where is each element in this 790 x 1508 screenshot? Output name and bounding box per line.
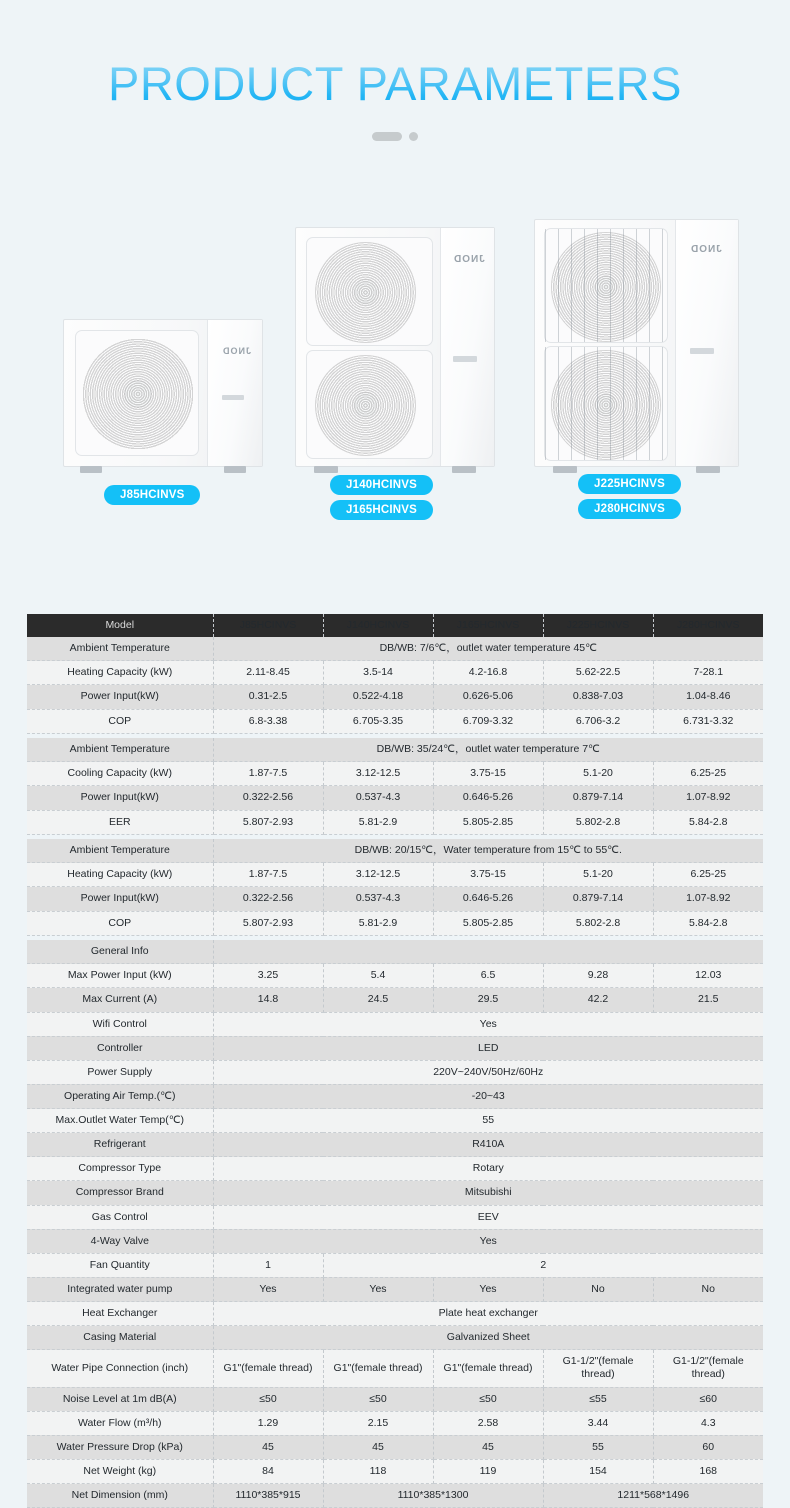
model-badge[interactable]: J280HCINVS [578,499,681,519]
row-value: 0.646-5.26 [433,887,543,911]
row-value: 5.805-2.85 [433,911,543,935]
table-row [27,1157,763,1181]
row-merged-value: Mitsubishi [213,1181,763,1205]
table-row [27,1036,763,1060]
row-label: Wifi Control [27,1012,213,1036]
row-label: Noise Level at 1m dB(A) [27,1387,213,1411]
row-value: 168 [653,1459,763,1483]
column-header: J85HCINVS [213,614,323,637]
row-value: 9.28 [543,964,653,988]
unit-body [534,219,739,467]
table-row [27,1084,763,1108]
row-value: 1.29 [213,1411,323,1435]
carousel-dot-active[interactable] [372,132,402,141]
row-value: 118 [323,1459,433,1483]
table-row [27,1277,763,1301]
model-badges [0,477,790,547]
row-label: Casing Material [27,1326,213,1350]
row-label: Water Pressure Drop (kPa) [27,1435,213,1459]
row-value: Yes [323,1277,433,1301]
row-value: 6.709-3.32 [433,709,543,733]
vent-slot [690,348,714,354]
section-banner-label: General Info [27,940,213,964]
model-badge[interactable]: J140HCINVS [330,475,433,495]
row-label: Max.Outlet Water Temp(℃) [27,1109,213,1133]
row-merged-value: 55 [213,1109,763,1133]
fan-hub [354,280,378,304]
row-span-value: 1110*385*1300 [323,1484,543,1508]
product-image-j140-j165[interactable] [295,227,495,467]
row-value: 5.802-2.8 [543,810,653,834]
badge-group-j85 [104,485,200,505]
product-image-j85[interactable] [63,319,263,467]
row-value: 3.25 [213,964,323,988]
row-value: 1.07-8.92 [653,887,763,911]
row-label: Compressor Brand [27,1181,213,1205]
table-row [27,911,763,935]
row-value: 5.84-2.8 [653,911,763,935]
row-label: Compressor Type [27,1157,213,1181]
unit-foot-left [80,466,102,473]
row-merged-value: -20~43 [213,1084,763,1108]
table-row [27,1326,763,1350]
row-value: 0.537-4.3 [323,786,433,810]
carousel-indicator [0,132,790,141]
row-label: Fan Quantity [27,1253,213,1277]
row-value: 6.731-3.32 [653,709,763,733]
row-merged-value: R410A [213,1133,763,1157]
grille-bars [545,229,667,342]
row-value: 4.2-16.8 [433,661,543,685]
row-label: Heat Exchanger [27,1302,213,1326]
row-label: Power Input(kW) [27,786,213,810]
row-label: Max Power Input (kW) [27,964,213,988]
row-value: 6.705-3.35 [323,709,433,733]
fan-hub [125,381,151,407]
fan-icon [315,355,416,456]
row-value: Yes [433,1277,543,1301]
unit-side-panel [207,320,262,466]
row-label: Power Input(kW) [27,887,213,911]
row-value: 3.75-15 [433,863,543,887]
row-label: Operating Air Temp.(℃) [27,1084,213,1108]
spec-table-wrapper [27,614,763,1508]
row-label: Power Input(kW) [27,685,213,709]
table-row [27,964,763,988]
row-value: 1.07-8.92 [653,786,763,810]
vent-slot [453,356,477,362]
row-value: ≤50 [323,1387,433,1411]
row-value: ≤55 [543,1387,653,1411]
row-merged-value: EEV [213,1205,763,1229]
row-value: 119 [433,1459,543,1483]
row-value: 6.706-3.2 [543,709,653,733]
row-value: 1.87-7.5 [213,863,323,887]
row-value: 2.11-8.45 [213,661,323,685]
row-merged-value: Yes [213,1012,763,1036]
table-row [27,1484,763,1508]
row-value: 45 [323,1435,433,1459]
table-row [27,1302,763,1326]
fan-grille-bottom [544,346,668,461]
unit-body [63,319,263,467]
row-value: 6.5 [433,964,543,988]
row-value: Yes [213,1277,323,1301]
row-value: 60 [653,1435,763,1459]
row-value: 6.25-25 [653,863,763,887]
row-value: 0.626-5.06 [433,685,543,709]
fan-grille-bottom [306,350,433,459]
row-value: 5.81-2.9 [323,810,433,834]
table-row [27,810,763,834]
row-value: 0.537-4.3 [323,887,433,911]
row-value: 5.81-2.9 [323,911,433,935]
row-value: 45 [213,1435,323,1459]
unit-foot-left [553,466,577,473]
row-span-value: 1211*568*1496 [543,1484,763,1508]
table-row [27,762,763,786]
row-value: 12.03 [653,964,763,988]
section-banner-row [27,738,763,762]
table-row [27,1205,763,1229]
unit-foot-right [696,466,720,473]
product-image-j225-j280[interactable] [534,219,739,467]
fan-grille [75,330,199,456]
vent-slot [222,395,244,400]
row-label: Refrigerant [27,1133,213,1157]
row-merged-value: LED [213,1036,763,1060]
fan-grille-top [544,228,668,343]
row-label: Gas Control [27,1205,213,1229]
row-value: ≤50 [213,1387,323,1411]
row-value: 0.646-5.26 [433,786,543,810]
table-row [27,1109,763,1133]
row-span-value: 1110*385*915 [213,1484,323,1508]
row-value: 84 [213,1459,323,1483]
row-value: ≤50 [433,1387,543,1411]
row-value: 6.8-3.38 [213,709,323,733]
table-row [27,1435,763,1459]
row-value: 21.5 [653,988,763,1012]
badge-group-j140 [330,475,433,520]
row-value: 0.31-2.5 [213,685,323,709]
table-row [27,1253,763,1277]
table-row [27,1012,763,1036]
row-value: G1-1/2"(female thread) [653,1350,763,1387]
table-row [27,1133,763,1157]
row-value: 0.322-2.56 [213,786,323,810]
row-value: 3.12-12.5 [323,762,433,786]
column-header: J280HCINVS [653,614,763,637]
column-header: J165HCINVS [433,614,543,637]
row-value: 6.25-25 [653,762,763,786]
row-value: 5.802-2.8 [543,911,653,935]
row-value: 7-28.1 [653,661,763,685]
row-value: 24.5 [323,988,433,1012]
section-banner-label: Ambient Temperature [27,738,213,762]
product-gallery [0,159,790,489]
row-label: EER [27,810,213,834]
column-header: Model [27,614,213,637]
page-title: PRODUCT PARAMETERS [108,57,682,110]
row-span-value: 2 [323,1253,763,1277]
unit-foot-left [314,466,338,473]
column-header: J225HCINVS [543,614,653,637]
section-banner-row [27,637,763,661]
model-badge[interactable]: J85HCINVS [104,485,200,505]
row-label: Cooling Capacity (kW) [27,762,213,786]
row-merged-value: 220V~240V/50Hz/60Hz [213,1060,763,1084]
row-value: 5.807-2.93 [213,810,323,834]
table-row [27,1350,763,1387]
page-header [0,0,790,141]
row-label: Water Pipe Connection (inch) [27,1350,213,1387]
row-label: COP [27,709,213,733]
badge-group-j225 [578,474,681,519]
row-value: 3.75-15 [433,762,543,786]
row-value: No [543,1277,653,1301]
row-value: 55 [543,1435,653,1459]
table-body [27,637,763,1508]
row-label: Max Current (A) [27,988,213,1012]
table-row [27,1459,763,1483]
row-merged-value: Plate heat exchanger [213,1302,763,1326]
row-value: 14.8 [213,988,323,1012]
table-row [27,988,763,1012]
table-row [27,1229,763,1253]
row-value: 1.04-8.46 [653,685,763,709]
row-label: Heating Capacity (kW) [27,863,213,887]
section-banner-row [27,940,763,964]
brand-logo: JNOD [453,253,485,265]
fan-grille-top [306,237,433,346]
row-label: 4-Way Valve [27,1229,213,1253]
table-row [27,1060,763,1084]
row-label: Water Flow (m³/h) [27,1411,213,1435]
row-merged-value: Galvanized Sheet [213,1326,763,1350]
row-value: 5.807-2.93 [213,911,323,935]
table-head [27,614,763,637]
row-value: 3.5-14 [323,661,433,685]
spec-table [27,614,763,1508]
section-banner-value: DB/WB: 35/24℃，outlet water temperature 7℃ [213,738,763,762]
unit-side-panel [675,220,738,466]
column-header: J140HCINVS [323,614,433,637]
table-row [27,887,763,911]
fan-icon [82,338,194,450]
row-label: Net Dimension (mm) [27,1484,213,1508]
row-value: 0.879-7.14 [543,887,653,911]
row-label: Controller [27,1036,213,1060]
row-value: 29.5 [433,988,543,1012]
section-banner-value [213,940,763,964]
row-value: 2.58 [433,1411,543,1435]
carousel-dot-inactive[interactable] [409,132,418,141]
unit-foot-right [224,466,246,473]
row-merged-value: Rotary [213,1157,763,1181]
row-value: 5.1-20 [543,863,653,887]
row-value: 0.838-7.03 [543,685,653,709]
brand-logo: JNOD [222,345,252,356]
row-value: ≤60 [653,1387,763,1411]
section-banner-value: DB/WB: 7/6℃，outlet water temperature 45℃ [213,637,763,661]
table-row [27,786,763,810]
row-value: 2.15 [323,1411,433,1435]
row-value: 0.322-2.56 [213,887,323,911]
table-row [27,661,763,685]
section-banner-row [27,839,763,863]
row-value: 3.12-12.5 [323,863,433,887]
brand-logo: JNOD [690,243,722,255]
row-value: 5.4 [323,964,433,988]
row-value: G1"(female thread) [323,1350,433,1387]
unit-foot-right [452,466,476,473]
table-row [27,685,763,709]
table-header-row [27,614,763,637]
unit-body [295,227,495,467]
row-span-value: 1 [213,1253,323,1277]
row-value: 0.522-4.18 [323,685,433,709]
table-row [27,863,763,887]
section-banner-value: DB/WB: 20/15℃，Water temperature from 15℃ to 55℃. [213,839,763,863]
row-value: 0.879-7.14 [543,786,653,810]
row-value: G1"(female thread) [213,1350,323,1387]
row-value: No [653,1277,763,1301]
fan-icon [315,242,416,343]
row-label: Heating Capacity (kW) [27,661,213,685]
row-label: Net Weight (kg) [27,1459,213,1483]
model-badge[interactable]: J225HCINVS [578,474,681,494]
unit-side-panel [440,228,494,466]
row-value: 5.62-22.5 [543,661,653,685]
table-row [27,1181,763,1205]
row-value: 45 [433,1435,543,1459]
table-row [27,709,763,733]
section-banner-label: Ambient Temperature [27,637,213,661]
row-label: Power Supply [27,1060,213,1084]
row-value: 5.1-20 [543,762,653,786]
row-value: 3.44 [543,1411,653,1435]
section-banner-label: Ambient Temperature [27,839,213,863]
row-value: 5.805-2.85 [433,810,543,834]
row-label: COP [27,911,213,935]
row-value: 154 [543,1459,653,1483]
fan-hub [354,393,378,417]
table-row [27,1387,763,1411]
row-value: 5.84-2.8 [653,810,763,834]
row-value: 4.3 [653,1411,763,1435]
row-value: G1-1/2"(female thread) [543,1350,653,1387]
grille-bars [545,347,667,460]
model-badge[interactable]: J165HCINVS [330,500,433,520]
row-merged-value: Yes [213,1229,763,1253]
table-row [27,1411,763,1435]
row-value: 42.2 [543,988,653,1012]
row-value: G1"(female thread) [433,1350,543,1387]
row-label: Integrated water pump [27,1277,213,1301]
row-value: 1.87-7.5 [213,762,323,786]
